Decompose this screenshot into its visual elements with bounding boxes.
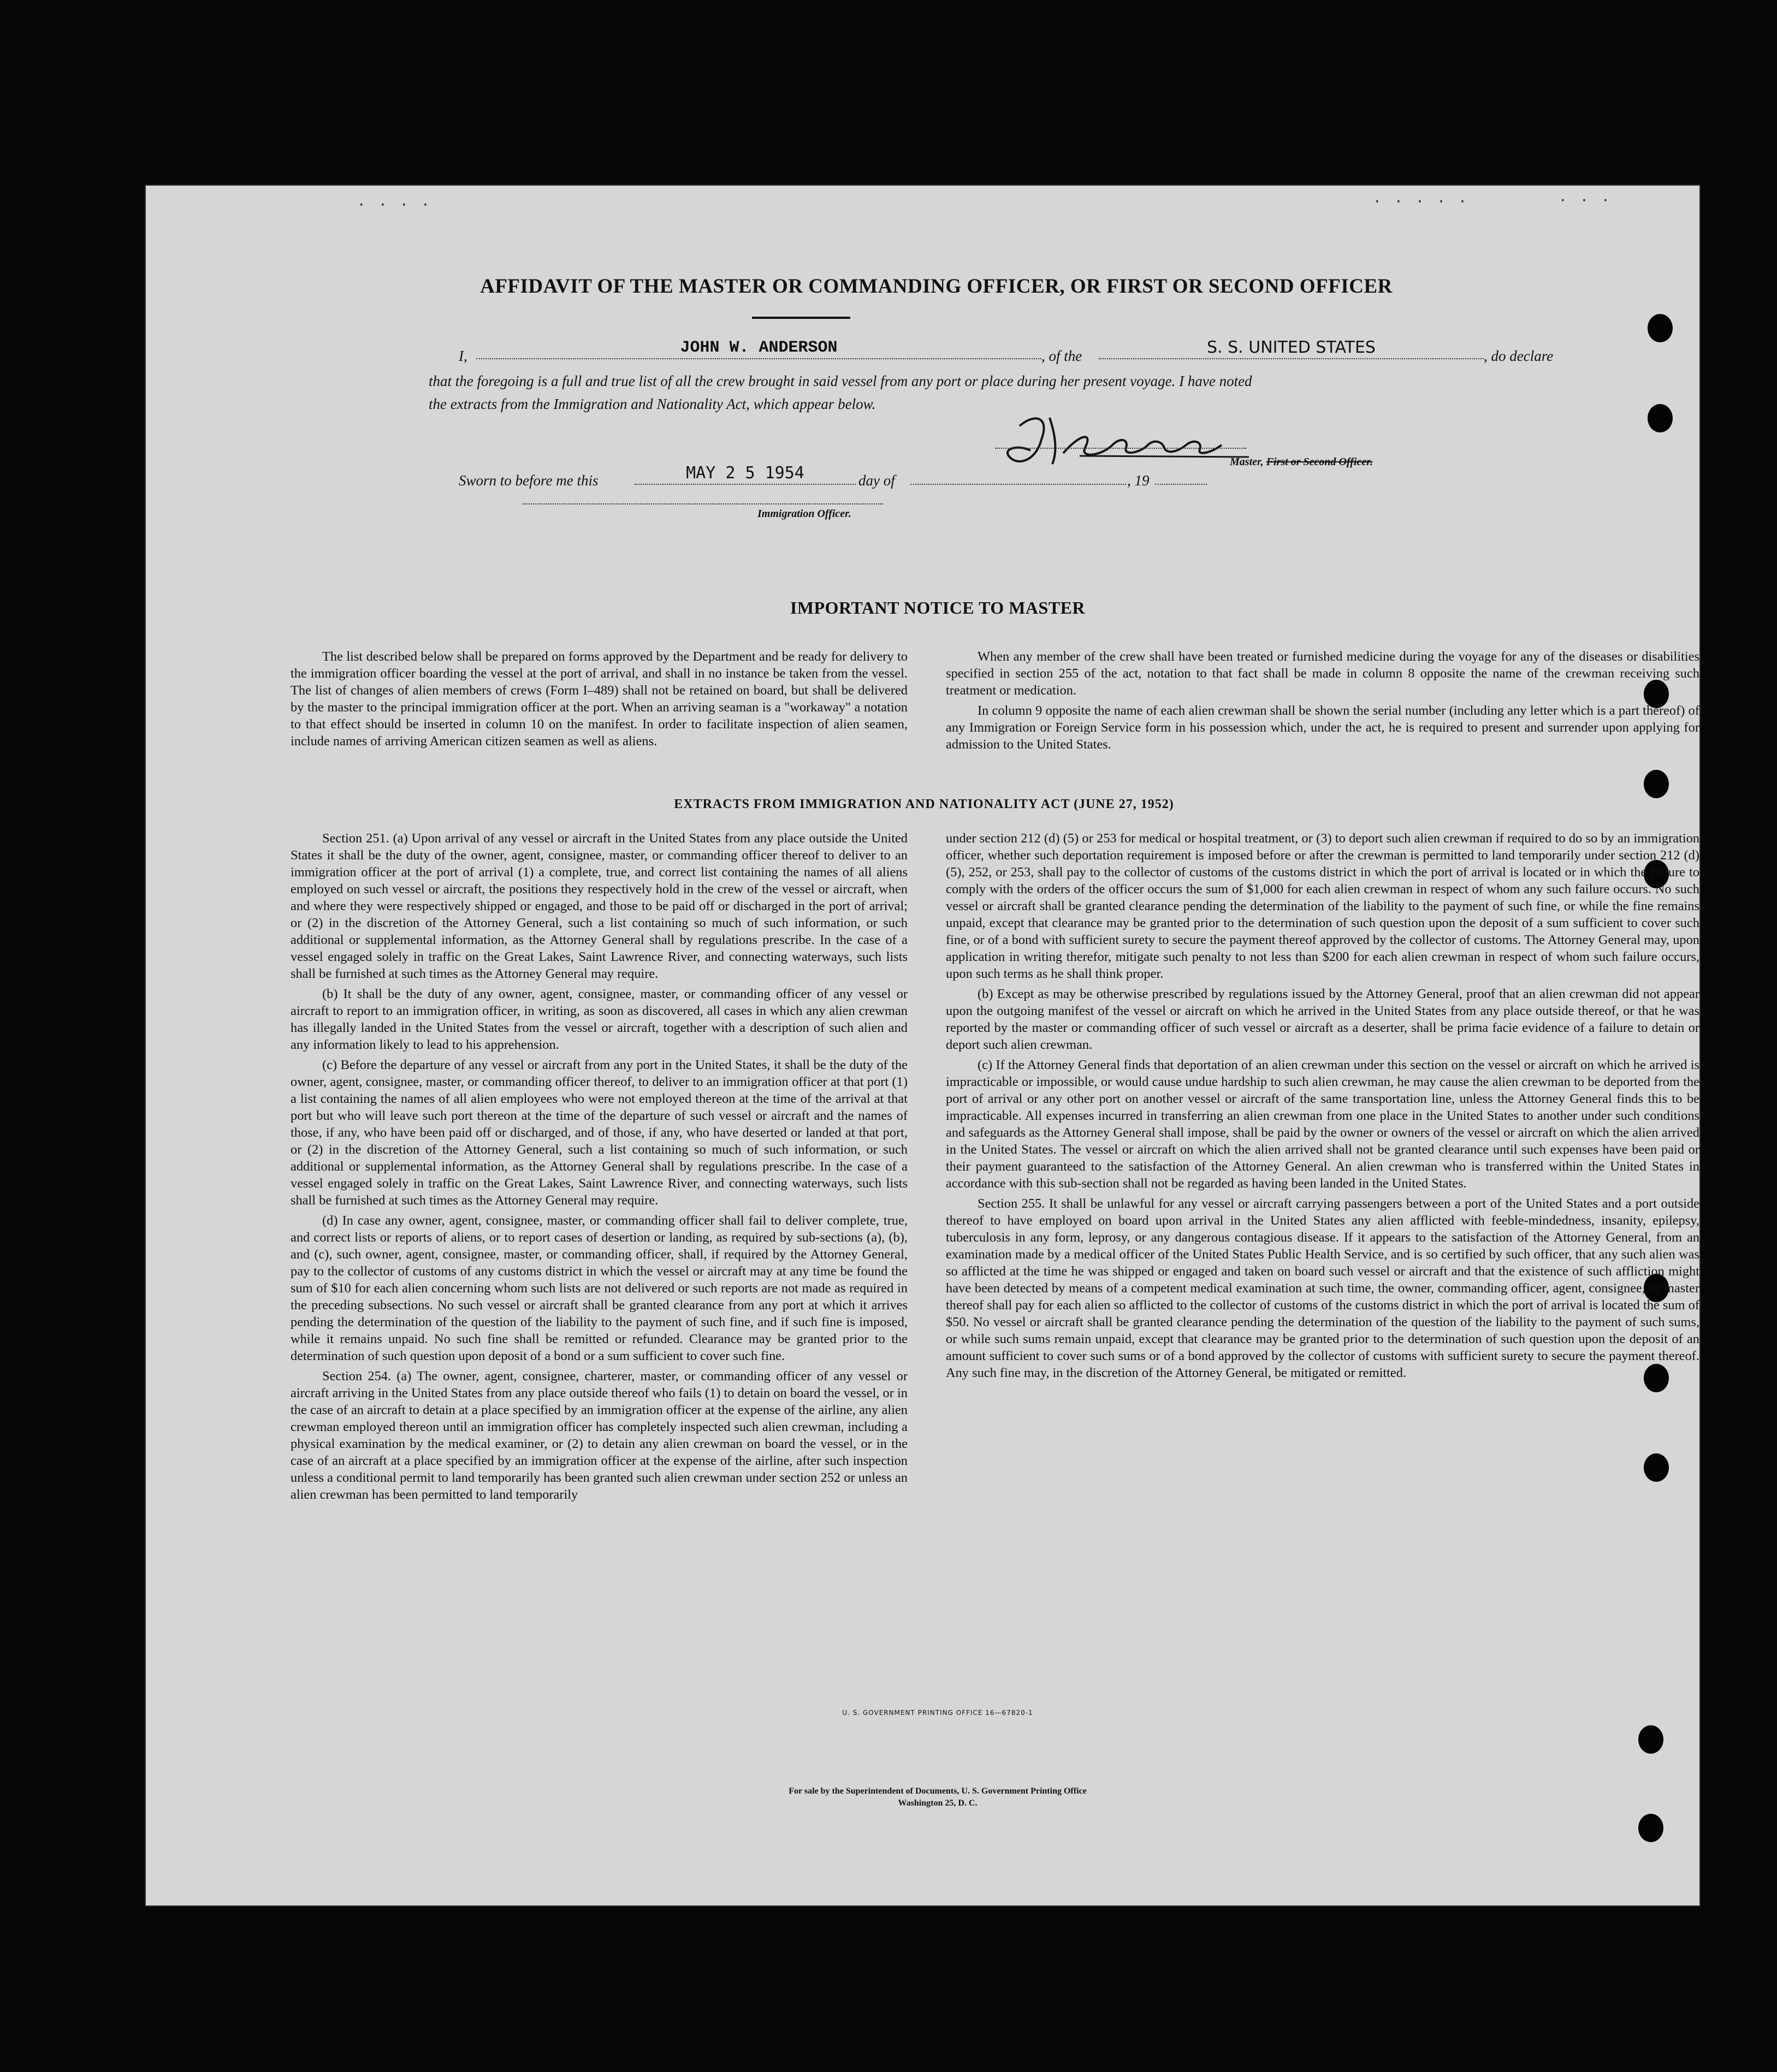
- of-the-label: , of the: [1041, 348, 1082, 364]
- sworn-date-field[interactable]: MAY 2 5 1954: [635, 465, 856, 485]
- immigration-officer-label: Immigration Officer.: [757, 508, 851, 520]
- extracts-left-column: [291, 830, 908, 1503]
- immigration-officer-signature-line[interactable]: [523, 502, 883, 504]
- edge-specks: · · · ·: [359, 195, 434, 215]
- notice-heading: IMPORTANT NOTICE TO MASTER: [790, 598, 1086, 618]
- notice-right-paragraph-1: When any member of the crew shall have been treated or furnished medicine during the voyage for any of the diseases or disabilities specified in section 255 of the act, notation to that fact shall be made in column 8 opposite the name of the crewman receiving such treatment or medication.: [946, 649, 1699, 698]
- punch-hole: [1644, 1453, 1669, 1482]
- notice-left-column: [291, 648, 908, 750]
- section-251-c: (c) Before the departure of any vessel or aircraft from any port in the United States, it shall be the duty of the owner, agent, consignee, master, or commanding officer thereof, to deliver to an immigration officer at that port (1) a list containing the names of all alien employees who were not employed thereon at the time of the arrival at that port but who will leave such port thereon at the time of the departure of such vessel or aircraft and the names of those, if any, who have been paid off or discharged, and of those, if any, who have deserted or landed at that port, or (2) in the discretion of the Attorney General, such a list containing so much of such information, or such additional or supplemental information, as the Attorney General shall by regulations prescribe. In the case of a vessel engaged solely in traffic on the Great Lakes, Saint Lawrence River, and connecting waterways, such lists shall be furnished at such times as the Attorney General may require.: [291, 1058, 908, 1208]
- document-page: [146, 186, 1699, 1905]
- year-label: , 19: [1127, 472, 1150, 489]
- day-of-label: day of: [858, 472, 895, 489]
- month-field[interactable]: [910, 465, 1126, 485]
- punch-hole: [1644, 770, 1669, 798]
- notice-right-column: [946, 648, 1699, 753]
- notice-right-paragraph-2: In column 9 opposite the name of each alien crewman shall be shown the serial number (including any letter which is a part thereof) of any Immigration or Foreign Service form in his possession which, under the act, he is required to present and surrender upon applying for admission to the United States.: [946, 703, 1699, 752]
- sale-notice: [637, 1785, 1238, 1809]
- do-declare-label: , do declare: [1484, 348, 1554, 364]
- edge-specks: · · ·: [1560, 191, 1614, 210]
- vessel-name-field[interactable]: S. S. UNITED STATES: [1099, 340, 1484, 359]
- section-251-d: (d) In case any owner, agent, consignee, master, or commanding officer shall fail to deliver complete, true, and correct lists or reports of aliens, or to report cases of desertion or landing, as required by sub-sections (a), (b), and (c), such owner, agent, consignee, master, or commanding officer, shall, if required by the Attorney General, pay to the collector of customs of any customs district in which the vessel or aircraft may at any time be found the sum of $10 for each alien concerning whom such lists are not delivered or such reports are not made as required in the preceding subsections. No such vessel or aircraft shall be granted clearance from any port at which it arrives pending the determination of the question of the liability to the payment of such fine, and if such fine is imposed, while it remains unpaid. No such fine shall be remitted or refunded. Clearance may be granted prior to the determination of such question upon deposit of a bond or a sum sufficient to cover such fine.: [291, 1213, 908, 1363]
- title-underline: [752, 317, 850, 319]
- punch-hole: [1638, 1725, 1663, 1754]
- printing-office-imprint: U. S. GOVERNMENT PRINTING OFFICE 16—67820-1: [842, 1709, 1033, 1717]
- extracts-heading: EXTRACTS FROM IMMIGRATION AND NATIONALITY ACT (JUNE 27, 1952): [674, 797, 1174, 811]
- section-254-a: Section 254. (a) The owner, agent, consignee, charterer, master, or commanding officer of any vessel or aircraft arriving in the United States from any place outside thereof who fails (1) to detain on board the vessel, or in the case of an aircraft to detain at a place specified by an immigration officer at the expense of the airline, any alien crewman employed thereon until an immigration officer has completely inspected such alien crewman, including a physical examination by the medical examiner, or (2) to detain any alien crewman on board the vessel, or in the case of an aircraft at a place specified by an immigration officer at the expense of the airline, after such inspection unless a conditional permit to land temporarily has been granted such alien crewman under section 252 or unless an alien crewman has been permitted to land temporarily: [291, 1369, 908, 1502]
- section-251-b: (b) It shall be the duty of any owner, agent, consignee, master, or commanding officer of any vessel or aircraft to report to an immigration officer, in writing, as soon as discovered, all cases in which any alien crewman has illegally landed in the United States from the vessel or aircraft, together with a description of such alien and any information likely to lead to his apprehension.: [291, 987, 908, 1052]
- edge-specks: · · · · ·: [1375, 192, 1471, 211]
- extracts-right-column: [946, 830, 1699, 1381]
- struck-officer-label: First or Second Officer.: [1266, 456, 1373, 468]
- section-254-a-continued: under section 212 (d) (5) or 253 for medical or hospital treatment, or (3) to deport such alien crewman if required to do so by an immigration officer, whether such deportation requirement is imposed before or after the crewman is permitted to land temporarily under section 212 (d) (5), 252, or 253, shall pay to the collector of customs of the customs district in which the port of arrival is located or in which the failure to comply with the orders of the officer occurs the sum of $1,000 for each alien crewman in respect of whom any such failure occurs. No such vessel or aircraft shall be granted clearance pending the determination of the liability to the payment of such fine, or while the fine remains unpaid, except that clearance may be granted prior to the determination of such question upon the deposit of a sum sufficient to cover such fine, or of a bond with sufficient surety to secure the payment thereof approved by the collector of customs. The Attorney General may, upon application in writing therefor, mitigate such penalty to not less than $200 for each alien crewman in respect of whom such failure occurs, upon such terms as he shall think proper.: [946, 831, 1699, 981]
- punch-hole: [1638, 1814, 1663, 1842]
- section-254-b: (b) Except as may be otherwise prescribed by regulations issued by the Attorney General, proof that an alien crewman did not appear upon the outgoing manifest of the vessel or aircraft on which he arrived in the United States from any place outside thereof, or that he was reported by the master or commanding officer of such vessel or aircraft as a deserter, shall be prima facie evidence of a failure to detain or deport such alien crewman.: [946, 987, 1699, 1052]
- year-field[interactable]: [1155, 465, 1207, 485]
- master-label: Master, First or Second Officer.: [1230, 456, 1373, 468]
- declaration-line-2: that the foregoing is a full and true list of all the crew brought in said vessel from any port or place during her present voyage. I have noted: [429, 373, 1252, 389]
- section-254-c: (c) If the Attorney General finds that deportation of an alien crewman under this section on the vessel or aircraft on which he arrived is impracticable or impossible, or would cause undue hardship to such alien crewman, he may cause the alien crewman to be deported from the port of arrival or any other port on another vessel or aircraft of the same transportation line, unless the Attorney General finds this to be impracticable. All expenses incurred in transferring an alien crewman from one place in the United States to another under such conditions and safeguards as the Attorney General shall impose, shall be paid by the owner or owners of the vessel or aircraft on which the alien arrived in the United States. The vessel or aircraft on which the alien arrived shall not be granted clearance until such expenses have been paid or their payment guaranteed to the satisfaction of the Attorney General. An alien crewman who is transferred within the United States in accordance with this sub-section shall not be regarded as having been landed in the United States.: [946, 1058, 1699, 1191]
- sale-line-1: For sale by the Superintendent of Documents, U. S. Government Printing Office: [789, 1786, 1087, 1796]
- i-label: I,: [459, 348, 467, 364]
- section-255: Section 255. It shall be unlawful for any vessel or aircraft carrying passengers between a port of the United States and a port outside thereof to have employed on board upon arrival in the United States any alien afflicted with feeble-mindedness, insanity, epilepsy, tuberculosis in any form, leprosy, or any dangerous contagious disease. If it appears to the satisfaction of the Attorney General, from an examination made by a medical officer of the United States Public Health Service, and is so certified by such officer, that any such alien was so afflicted at the time he was shipped or engaged and taken on board such vessel or aircraft and that the existence of such affliction might have been detected by means of a competent medical examination at such time, the owner, commanding officer, agent, consignee, or master thereof shall pay for each alien so afflicted to the collector of customs of the customs district in which the port of arrival is located the sum of $50. No vessel or aircraft shall be granted clearance pending the determination of the question of the liability to the payment of such sums, or while such sums remain unpaid, except that clearance may be granted prior to the determination of such question upon the deposit of an amount sufficient to cover such sums or of a bond approved by the collector of customs with sufficient surety to secure the payment thereof. Any such fine may, in the discretion of the Attorney General, be mitigated or remitted.: [946, 1196, 1699, 1380]
- punch-hole: [1648, 314, 1673, 342]
- notice-left-paragraph: The list described below shall be prepared on forms approved by the Department and be ready for delivery to the immigration officer boarding the vessel at the port of arrival, and shall in no instance be taken from the vessel. The list of changes of alien members of crews (Form I–489) shall not be retained on board, but shall be delivered by the master to the principal immigration officer at the port. When an arriving seaman is a "workaway" a notation to that effect should be inserted in column 10 on the manifest. In order to facilitate inspection of alien seamen, include names of arriving American citizen seamen as well as aliens.: [291, 649, 908, 749]
- declaration-line-3: the extracts from the Immigration and Nationality Act, which appear below.: [429, 396, 876, 412]
- signature-line: [995, 447, 1246, 449]
- master-name-field[interactable]: JOHN W. ANDERSON: [476, 340, 1041, 359]
- sworn-label: Sworn to before me this: [459, 472, 599, 489]
- sale-line-2: Washington 25, D. C.: [898, 1798, 978, 1808]
- section-251-a: Section 251. (a) Upon arrival of any vessel or aircraft in the United States from any place outside the United States it shall be the duty of the owner, agent, consignee, master, or commanding officer thereof to deliver to an immigration officer at the port of arrival (1) a complete, true, and correct list containing the names of all aliens employed on such vessel or aircraft, the positions they respectively hold in the crew of the vessel or aircraft, when and where they were respectively shipped or engaged, and those to be paid off or discharged in the port of arrival; or (2) in the discretion of the Attorney General, such a list containing so much of such information, or such additional or supplemental information, as the Attorney General shall by regulations prescribe. In the case of a vessel engaged solely in traffic on the Great Lakes, Saint Lawrence River, and connecting waterways, such lists shall be furnished at such times as the Attorney General may require.: [291, 831, 908, 981]
- form-title: AFFIDAVIT OF THE MASTER OR COMMANDING OFFICER, OR FIRST OR SECOND OFFICER: [480, 275, 1393, 298]
- punch-hole: [1648, 404, 1673, 432]
